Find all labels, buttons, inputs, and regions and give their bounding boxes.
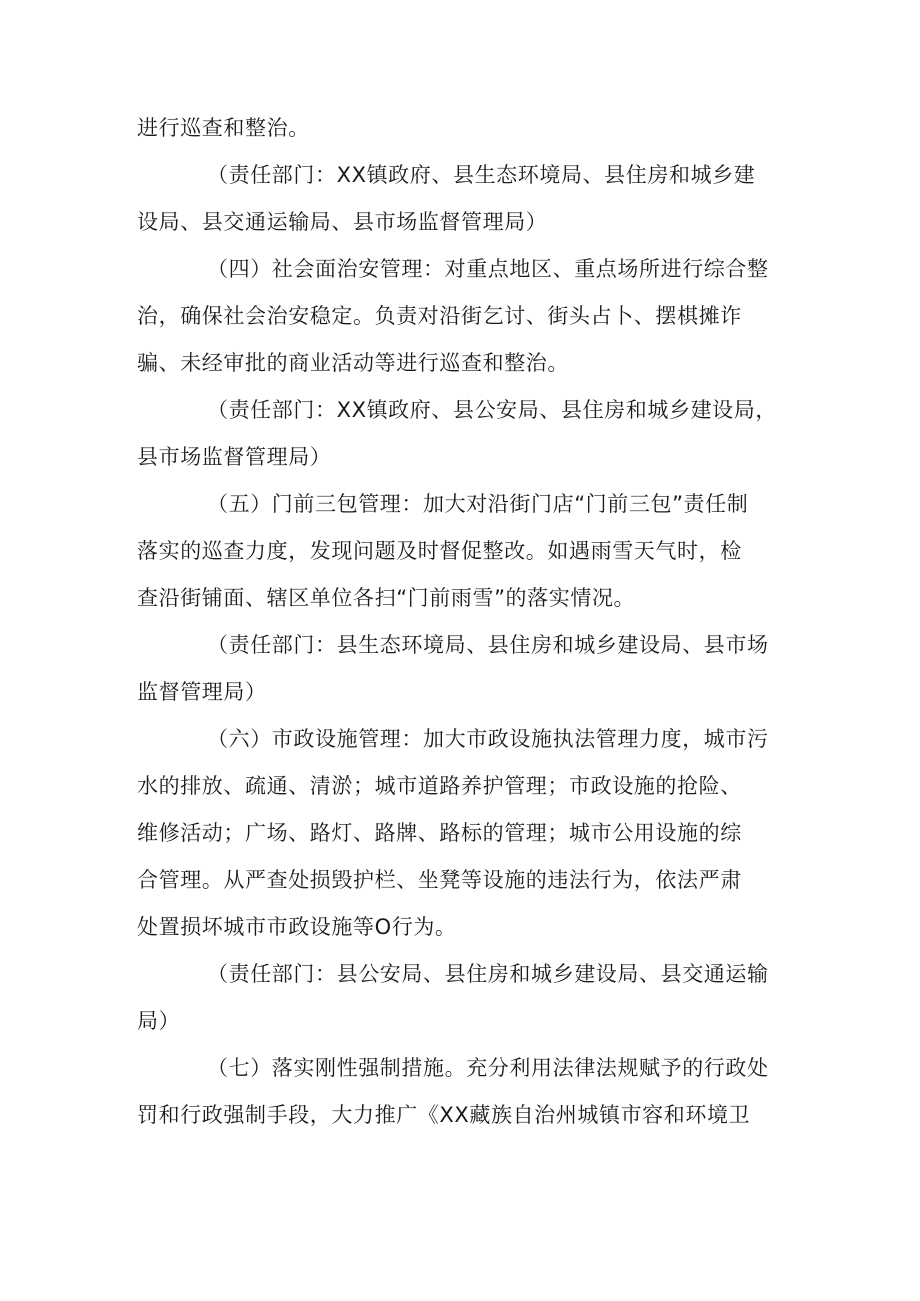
text-line-9: （五）门前三包管理：加大对沿街门店“门前三包”责任制 — [207, 492, 749, 516]
document-body — [137, 105, 797, 1139]
text-line-17: 合管理。从严查处损毁护栏、坐凳等设施的违法行为，依法严肃 — [137, 868, 742, 892]
text-line-19: （责任部门：县公安局、县住房和城乡建设局、县交通运输 — [207, 962, 769, 986]
text-line-11: 查沿街铺面、辖区单位各扫“门前雨雪”的落实情况。 — [137, 586, 636, 610]
text-line-4: （四）社会面治安管理：对重点地区、重点场所进行综合整 — [207, 257, 769, 281]
text-line-8: 县市场监督管理局） — [137, 445, 332, 469]
text-line-10: 落实的巡查力度，发现问题及时督促整改。如遇雨雪天气时，检 — [137, 539, 742, 563]
text-line-22: 罚和行政强制手段，大力推广《XX藏族自治州城镇市容和环境卫 — [137, 1103, 751, 1127]
text-line-7: （责任部门：XX镇政府、县公安局、县住房和城乡建设局， — [207, 398, 777, 422]
text-line-2: （责任部门：XX镇政府、县生态环境局、县住房和城乡建 — [207, 163, 756, 187]
text-line-12: （责任部门：县生态环境局、县住房和城乡建设局、县市场 — [207, 633, 769, 657]
text-line-20: 局） — [137, 1009, 181, 1033]
text-line-3: 设局、县交通运输局、县市场监督管理局） — [137, 210, 548, 234]
text-line-14: （六）市政设施管理：加大市政设施执法管理力度，城市污 — [207, 727, 769, 751]
text-line-16: 维修活动；广场、路灯、路牌、路标的管理；城市公用设施的综 — [137, 821, 742, 845]
text-line-1: 进行巡查和整治。 — [137, 116, 310, 140]
text-line-6: 骗、未经审批的商业活动等进行巡查和整治。 — [137, 351, 569, 375]
text-line-5: 治，确保社会治安稳定。负责对沿街乞讨、街头占卜、摆棋摊诈 — [137, 304, 742, 328]
text-line-18: 处置损坏城市市政设施等O行为。 — [137, 915, 457, 939]
text-line-15: 水的排放、疏通、清淤；城市道路养护管理；市政设施的抢险、 — [137, 774, 742, 798]
text-line-13: 监督管理局） — [137, 680, 267, 704]
text-line-21: （七）落实刚性强制措施。充分利用法律法规赋予的行政处 — [207, 1056, 769, 1080]
